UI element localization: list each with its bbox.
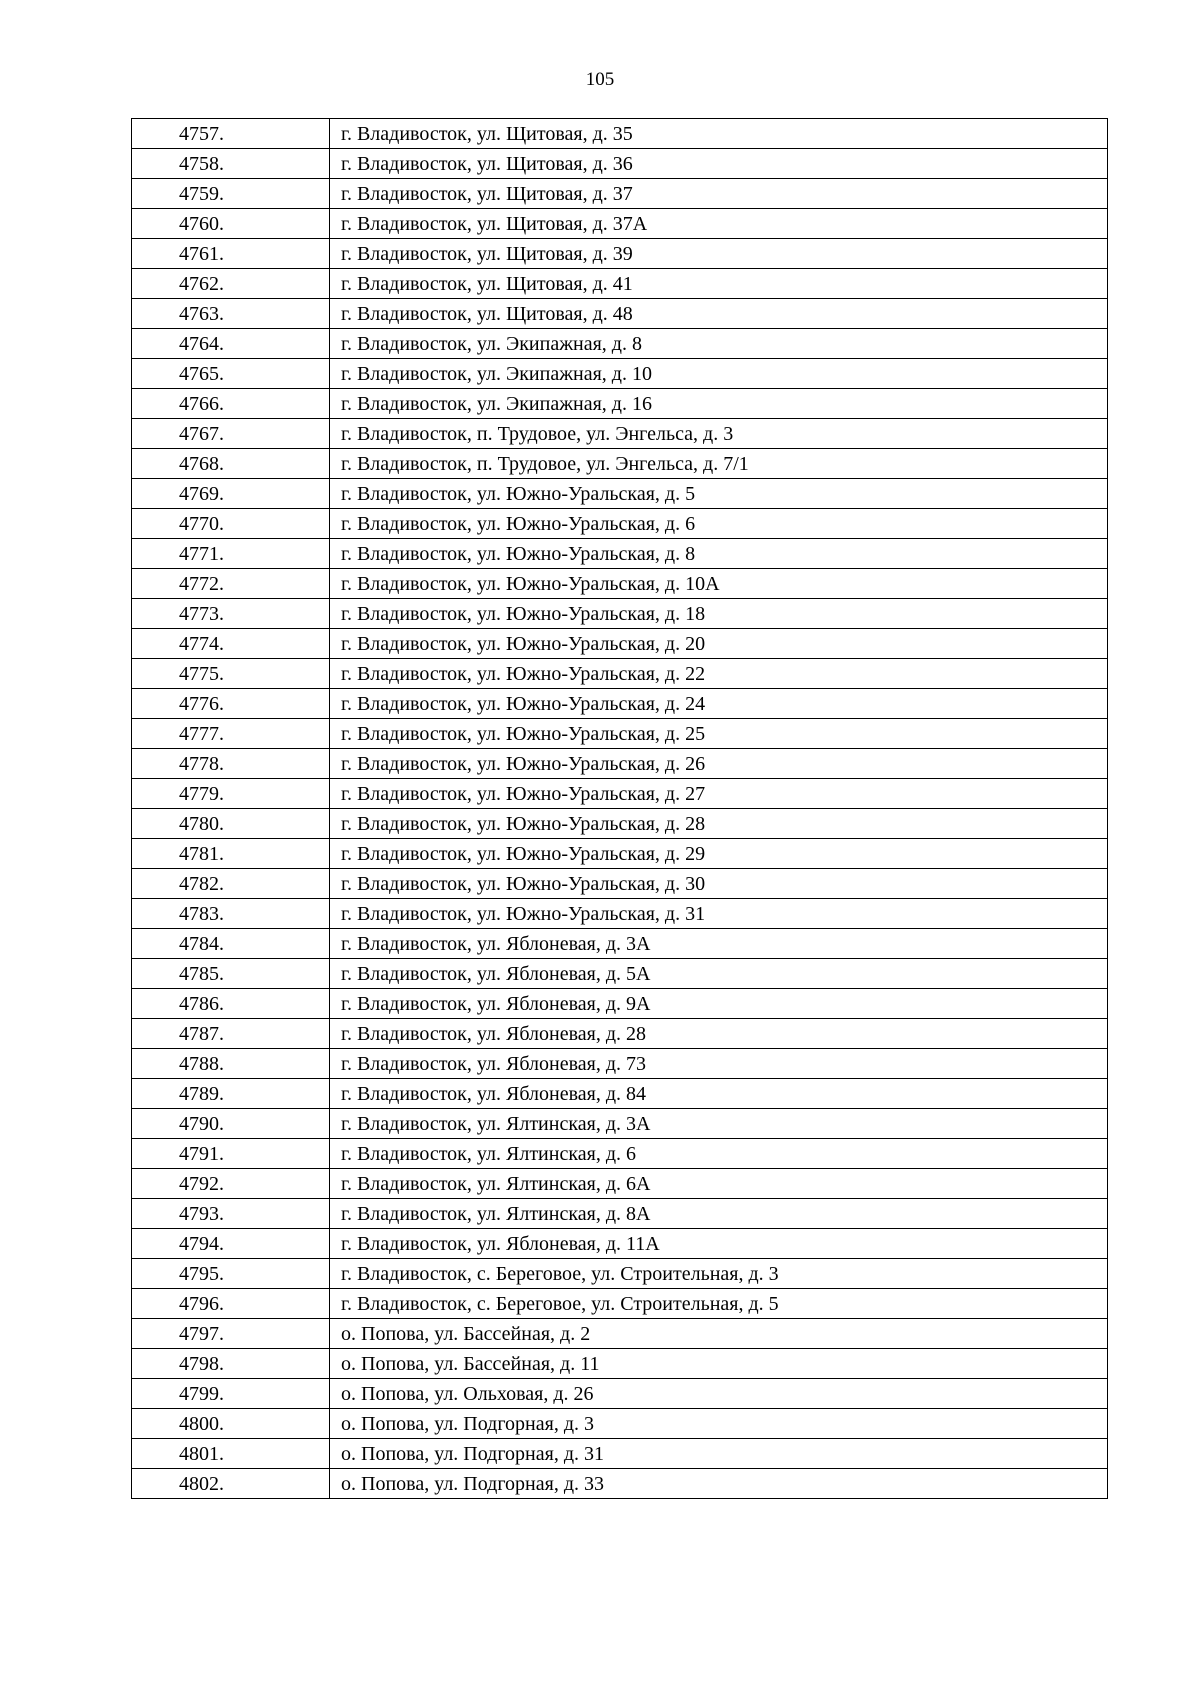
address-cell: г. Владивосток, ул. Южно-Уральская, д. 25 <box>330 719 1108 749</box>
table-row <box>132 1259 1108 1289</box>
table-row <box>132 1169 1108 1199</box>
table-row <box>132 989 1108 1019</box>
table-row <box>132 1349 1108 1379</box>
row-number-cell: 4760. <box>132 209 330 239</box>
table-row <box>132 599 1108 629</box>
row-number-cell: 4758. <box>132 149 330 179</box>
address-cell: г. Владивосток, ул. Ялтинская, д. 6А <box>330 1169 1108 1199</box>
address-cell: г. Владивосток, ул. Южно-Уральская, д. 31 <box>330 899 1108 929</box>
table-row <box>132 1079 1108 1109</box>
table-row <box>132 1229 1108 1259</box>
table-row <box>132 809 1108 839</box>
address-cell: г. Владивосток, ул. Южно-Уральская, д. 28 <box>330 809 1108 839</box>
table-row <box>132 299 1108 329</box>
address-cell: г. Владивосток, ул. Экипажная, д. 16 <box>330 389 1108 419</box>
row-number-cell: 4761. <box>132 239 330 269</box>
table-row <box>132 179 1108 209</box>
address-cell: г. Владивосток, ул. Южно-Уральская, д. 5 <box>330 479 1108 509</box>
table-row <box>132 779 1108 809</box>
table-row <box>132 119 1108 149</box>
row-number-cell: 4789. <box>132 1079 330 1109</box>
table-row <box>132 749 1108 779</box>
table-row <box>132 1439 1108 1469</box>
address-cell: г. Владивосток, ул. Щитовая, д. 39 <box>330 239 1108 269</box>
table-row <box>132 1379 1108 1409</box>
row-number-cell: 4801. <box>132 1439 330 1469</box>
address-cell: г. Владивосток, ул. Щитовая, д. 37А <box>330 209 1108 239</box>
address-cell: г. Владивосток, ул. Южно-Уральская, д. 6 <box>330 509 1108 539</box>
row-number-cell: 4764. <box>132 329 330 359</box>
address-cell: г. Владивосток, ул. Ялтинская, д. 3А <box>330 1109 1108 1139</box>
address-cell: г. Владивосток, ул. Щитовая, д. 41 <box>330 269 1108 299</box>
row-number-cell: 4765. <box>132 359 330 389</box>
table-row <box>132 419 1108 449</box>
row-number-cell: 4797. <box>132 1319 330 1349</box>
page-number: 105 <box>585 69 615 90</box>
row-number-cell: 4773. <box>132 599 330 629</box>
row-number-cell: 4786. <box>132 989 330 1019</box>
table-row <box>132 569 1108 599</box>
row-number-cell: 4785. <box>132 959 330 989</box>
address-cell: г. Владивосток, ул. Щитовая, д. 35 <box>330 119 1108 149</box>
table-row <box>132 509 1108 539</box>
address-cell: о. Попова, ул. Бассейная, д. 11 <box>330 1349 1108 1379</box>
address-cell: г. Владивосток, ул. Щитовая, д. 48 <box>330 299 1108 329</box>
table-row <box>132 1469 1108 1499</box>
address-table <box>131 118 1108 1499</box>
table-row <box>132 359 1108 389</box>
address-cell: г. Владивосток, ул. Экипажная, д. 8 <box>330 329 1108 359</box>
table-row <box>132 719 1108 749</box>
table-row <box>132 869 1108 899</box>
address-cell: о. Попова, ул. Ольховая, д. 26 <box>330 1379 1108 1409</box>
table-row <box>132 1139 1108 1169</box>
table-row <box>132 959 1108 989</box>
row-number-cell: 4782. <box>132 869 330 899</box>
address-cell: о. Попова, ул. Подгорная, д. 3 <box>330 1409 1108 1439</box>
table-row <box>132 449 1108 479</box>
row-number-cell: 4759. <box>132 179 330 209</box>
table-row <box>132 239 1108 269</box>
table-row <box>132 1409 1108 1439</box>
address-cell: г. Владивосток, ул. Южно-Уральская, д. 30 <box>330 869 1108 899</box>
table-body <box>132 119 1108 1499</box>
table-row <box>132 1109 1108 1139</box>
row-number-cell: 4770. <box>132 509 330 539</box>
address-cell: г. Владивосток, ул. Южно-Уральская, д. 24 <box>330 689 1108 719</box>
row-number-cell: 4794. <box>132 1229 330 1259</box>
row-number-cell: 4768. <box>132 449 330 479</box>
row-number-cell: 4778. <box>132 749 330 779</box>
table-row <box>132 1199 1108 1229</box>
address-cell: г. Владивосток, ул. Южно-Уральская, д. 18 <box>330 599 1108 629</box>
row-number-cell: 4796. <box>132 1289 330 1319</box>
table-row <box>132 839 1108 869</box>
address-cell: о. Попова, ул. Подгорная, д. 33 <box>330 1469 1108 1499</box>
table-row <box>132 689 1108 719</box>
address-cell: г. Владивосток, ул. Яблоневая, д. 84 <box>330 1079 1108 1109</box>
address-cell: г. Владивосток, ул. Южно-Уральская, д. 22 <box>330 659 1108 689</box>
table-row <box>132 899 1108 929</box>
row-number-cell: 4767. <box>132 419 330 449</box>
address-cell: г. Владивосток, ул. Южно-Уральская, д. 10А <box>330 569 1108 599</box>
table-row <box>132 659 1108 689</box>
row-number-cell: 4787. <box>132 1019 330 1049</box>
address-cell: о. Попова, ул. Бассейная, д. 2 <box>330 1319 1108 1349</box>
address-cell: г. Владивосток, с. Береговое, ул. Строительная, д. 5 <box>330 1289 1108 1319</box>
table-row <box>132 329 1108 359</box>
address-cell: г. Владивосток, ул. Щитовая, д. 37 <box>330 179 1108 209</box>
table-row <box>132 929 1108 959</box>
row-number-cell: 4775. <box>132 659 330 689</box>
address-cell: г. Владивосток, ул. Яблоневая, д. 3А <box>330 929 1108 959</box>
table-row <box>132 1319 1108 1349</box>
row-number-cell: 4777. <box>132 719 330 749</box>
address-cell: г. Владивосток, ул. Щитовая, д. 36 <box>330 149 1108 179</box>
row-number-cell: 4798. <box>132 1349 330 1379</box>
table-row <box>132 1019 1108 1049</box>
row-number-cell: 4779. <box>132 779 330 809</box>
row-number-cell: 4780. <box>132 809 330 839</box>
table-row <box>132 1289 1108 1319</box>
row-number-cell: 4781. <box>132 839 330 869</box>
row-number-cell: 4774. <box>132 629 330 659</box>
address-cell: о. Попова, ул. Подгорная, д. 31 <box>330 1439 1108 1469</box>
row-number-cell: 4792. <box>132 1169 330 1199</box>
address-cell: г. Владивосток, ул. Яблоневая, д. 9А <box>330 989 1108 1019</box>
row-number-cell: 4757. <box>132 119 330 149</box>
address-cell: г. Владивосток, ул. Южно-Уральская, д. 26 <box>330 749 1108 779</box>
row-number-cell: 4772. <box>132 569 330 599</box>
row-number-cell: 4802. <box>132 1469 330 1499</box>
row-number-cell: 4763. <box>132 299 330 329</box>
address-cell: г. Владивосток, ул. Яблоневая, д. 28 <box>330 1019 1108 1049</box>
table-row <box>132 539 1108 569</box>
row-number-cell: 4795. <box>132 1259 330 1289</box>
row-number-cell: 4776. <box>132 689 330 719</box>
row-number-cell: 4793. <box>132 1199 330 1229</box>
address-cell: г. Владивосток, ул. Яблоневая, д. 11А <box>330 1229 1108 1259</box>
address-cell: г. Владивосток, ул. Южно-Уральская, д. 8 <box>330 539 1108 569</box>
table-row <box>132 209 1108 239</box>
row-number-cell: 4769. <box>132 479 330 509</box>
address-cell: г. Владивосток, ул. Яблоневая, д. 73 <box>330 1049 1108 1079</box>
table-row <box>132 269 1108 299</box>
address-cell: г. Владивосток, ул. Ялтинская, д. 8А <box>330 1199 1108 1229</box>
row-number-cell: 4799. <box>132 1379 330 1409</box>
row-number-cell: 4762. <box>132 269 330 299</box>
address-cell: г. Владивосток, ул. Южно-Уральская, д. 27 <box>330 779 1108 809</box>
address-cell: г. Владивосток, ул. Яблоневая, д. 5А <box>330 959 1108 989</box>
row-number-cell: 4783. <box>132 899 330 929</box>
table-row <box>132 629 1108 659</box>
row-number-cell: 4790. <box>132 1109 330 1139</box>
row-number-cell: 4771. <box>132 539 330 569</box>
table-row <box>132 149 1108 179</box>
row-number-cell: 4800. <box>132 1409 330 1439</box>
address-cell: г. Владивосток, ул. Экипажная, д. 10 <box>330 359 1108 389</box>
row-number-cell: 4791. <box>132 1139 330 1169</box>
table-row <box>132 389 1108 419</box>
address-cell: г. Владивосток, ул. Южно-Уральская, д. 29 <box>330 839 1108 869</box>
address-cell: г. Владивосток, с. Береговое, ул. Строительная, д. 3 <box>330 1259 1108 1289</box>
address-cell: г. Владивосток, п. Трудовое, ул. Энгельса, д. 3 <box>330 419 1108 449</box>
table-row <box>132 479 1108 509</box>
row-number-cell: 4784. <box>132 929 330 959</box>
address-cell: г. Владивосток, ул. Южно-Уральская, д. 20 <box>330 629 1108 659</box>
address-cell: г. Владивосток, ул. Ялтинская, д. 6 <box>330 1139 1108 1169</box>
address-cell: г. Владивосток, п. Трудовое, ул. Энгельса, д. 7/1 <box>330 449 1108 479</box>
row-number-cell: 4766. <box>132 389 330 419</box>
table-row <box>132 1049 1108 1079</box>
row-number-cell: 4788. <box>132 1049 330 1079</box>
